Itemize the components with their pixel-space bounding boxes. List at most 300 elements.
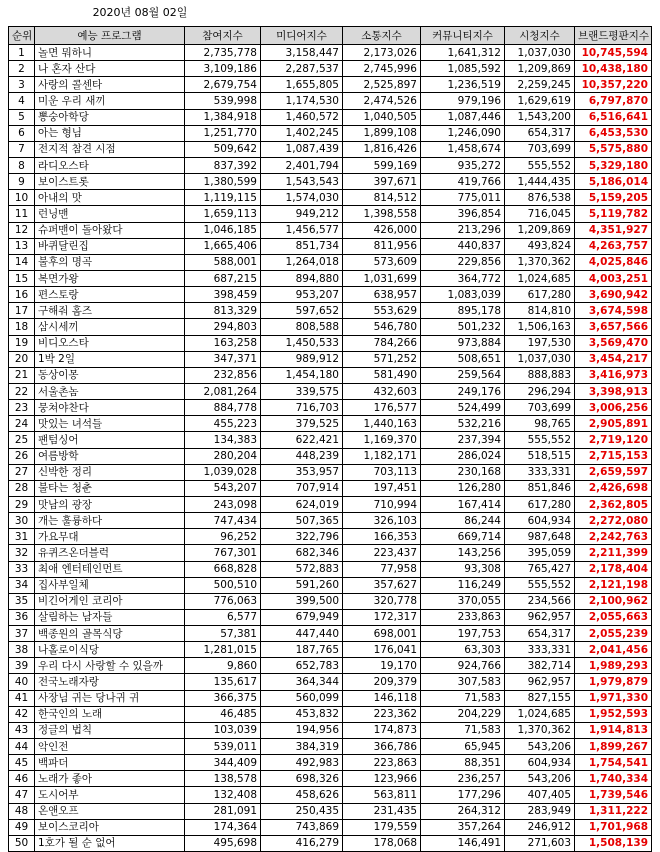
media-cell: 1,454,180 [261, 367, 343, 383]
rank-cell: 15 [9, 270, 35, 286]
program-name-cell: 놀면 뭐하니 [35, 45, 185, 61]
brand-index-cell: 2,362,805 [575, 496, 652, 512]
table-row [9, 93, 652, 109]
rank-cell: 30 [9, 513, 35, 529]
participation-cell: 1,665,406 [185, 238, 261, 254]
program-name-cell: 미운 우리 새끼 [35, 93, 185, 109]
table-row [9, 174, 652, 190]
rank-cell: 14 [9, 254, 35, 270]
table-row [9, 222, 652, 238]
table-row [9, 238, 652, 254]
participation-cell: 6,577 [185, 609, 261, 625]
rank-cell: 3 [9, 77, 35, 93]
program-name-cell: 편스토랑 [35, 287, 185, 303]
table-row [9, 270, 652, 286]
table-row [9, 642, 652, 658]
viewership-cell: 1,037,030 [505, 351, 575, 367]
viewership-cell: 2,259,245 [505, 77, 575, 93]
participation-cell: 1,039,028 [185, 464, 261, 480]
media-cell: 187,765 [261, 642, 343, 658]
communication-cell: 1,440,163 [343, 416, 421, 432]
participation-cell: 366,375 [185, 690, 261, 706]
table-row [9, 335, 652, 351]
rank-cell: 37 [9, 626, 35, 642]
brand-index-cell: 3,416,973 [575, 367, 652, 383]
community-cell: 1,236,519 [421, 77, 505, 93]
participation-cell: 57,381 [185, 626, 261, 642]
program-name-cell: 신박한 정리 [35, 464, 185, 480]
program-name-cell: 구해줘 홈즈 [35, 303, 185, 319]
viewership-cell: 395,059 [505, 545, 575, 561]
program-name-cell: 슈퍼맨이 돌아왔다 [35, 222, 185, 238]
media-cell: 1,543,543 [261, 174, 343, 190]
brand-index-cell: 3,657,566 [575, 319, 652, 335]
program-name-cell: 유퀴즈온더블럭 [35, 545, 185, 561]
participation-cell: 280,204 [185, 448, 261, 464]
communication-cell: 710,994 [343, 496, 421, 512]
community-cell: 197,753 [421, 626, 505, 642]
program-name-cell: 한국인의 노래 [35, 706, 185, 722]
program-name-cell: 살림하는 남자들 [35, 609, 185, 625]
viewership-cell: 962,957 [505, 674, 575, 690]
viewership-cell: 543,206 [505, 739, 575, 755]
brand-index-cell: 2,659,597 [575, 464, 652, 480]
communication-cell: 1,398,558 [343, 206, 421, 222]
table-row [9, 626, 652, 642]
program-name-cell: 나 혼자 산다 [35, 61, 185, 77]
brand-reputation-table [8, 26, 652, 852]
viewership-cell: 296,294 [505, 383, 575, 399]
communication-cell: 1,182,171 [343, 448, 421, 464]
communication-cell: 326,103 [343, 513, 421, 529]
program-name-cell: 아는 형님 [35, 125, 185, 141]
brand-index-cell: 1,899,267 [575, 739, 652, 755]
media-cell: 364,344 [261, 674, 343, 690]
header-brand-index: 브랜드평판지수 [575, 27, 652, 45]
rank-cell: 49 [9, 819, 35, 835]
participation-cell: 135,617 [185, 674, 261, 690]
viewership-cell: 1,506,163 [505, 319, 575, 335]
community-cell: 249,176 [421, 383, 505, 399]
header-media: 미디어지수 [261, 27, 343, 45]
community-cell: 143,256 [421, 545, 505, 561]
media-cell: 1,402,245 [261, 125, 343, 141]
brand-index-cell: 4,263,757 [575, 238, 652, 254]
rank-cell: 12 [9, 222, 35, 238]
viewership-cell: 604,934 [505, 755, 575, 771]
media-cell: 384,319 [261, 739, 343, 755]
media-cell: 949,212 [261, 206, 343, 222]
communication-cell: 1,899,108 [343, 125, 421, 141]
rank-cell: 20 [9, 351, 35, 367]
viewership-cell: 234,566 [505, 593, 575, 609]
participation-cell: 1,046,185 [185, 222, 261, 238]
community-cell: 307,583 [421, 674, 505, 690]
brand-index-cell: 1,952,593 [575, 706, 652, 722]
program-name-cell: 불타는 청춘 [35, 480, 185, 496]
participation-cell: 134,383 [185, 432, 261, 448]
media-cell: 458,626 [261, 787, 343, 803]
media-cell: 322,796 [261, 529, 343, 545]
table-row [9, 157, 652, 173]
rank-cell: 11 [9, 206, 35, 222]
media-cell: 591,260 [261, 577, 343, 593]
viewership-cell: 555,552 [505, 157, 575, 173]
program-name-cell: 1박 2일 [35, 351, 185, 367]
brand-index-cell: 1,701,968 [575, 819, 652, 835]
table-row [9, 367, 652, 383]
communication-cell: 2,474,526 [343, 93, 421, 109]
viewership-cell: 1,629,619 [505, 93, 575, 109]
viewership-cell: 654,317 [505, 125, 575, 141]
brand-index-cell: 5,159,205 [575, 190, 652, 206]
participation-cell: 884,778 [185, 400, 261, 416]
table-row [9, 61, 652, 77]
table-row [9, 383, 652, 399]
date-label: 2020년 08월 02일 [92, 6, 188, 19]
rank-cell: 27 [9, 464, 35, 480]
community-cell: 924,766 [421, 658, 505, 674]
program-name-cell: 런닝맨 [35, 206, 185, 222]
rank-cell: 31 [9, 529, 35, 545]
media-cell: 379,525 [261, 416, 343, 432]
brand-index-cell: 5,186,014 [575, 174, 652, 190]
communication-cell: 146,118 [343, 690, 421, 706]
communication-cell: 1,169,370 [343, 432, 421, 448]
participation-cell: 668,828 [185, 561, 261, 577]
table-row [9, 109, 652, 125]
participation-cell: 1,119,115 [185, 190, 261, 206]
program-name-cell: 라디오스타 [35, 157, 185, 173]
communication-cell: 784,266 [343, 335, 421, 351]
brand-index-cell: 2,242,763 [575, 529, 652, 545]
community-cell: 895,178 [421, 303, 505, 319]
media-cell: 507,365 [261, 513, 343, 529]
brand-index-cell: 3,569,470 [575, 335, 652, 351]
program-name-cell: 집사부일체 [35, 577, 185, 593]
brand-index-cell: 6,516,641 [575, 109, 652, 125]
communication-cell: 223,362 [343, 706, 421, 722]
table-row [9, 803, 652, 819]
viewership-cell: 876,538 [505, 190, 575, 206]
table-row [9, 351, 652, 367]
viewership-cell: 333,331 [505, 464, 575, 480]
viewership-cell: 382,714 [505, 658, 575, 674]
header-rank: 순위 [9, 27, 35, 45]
brand-index-cell: 3,454,217 [575, 351, 652, 367]
viewership-cell: 1,444,435 [505, 174, 575, 190]
media-cell: 1,174,530 [261, 93, 343, 109]
communication-cell: 178,068 [343, 835, 421, 851]
table-row [9, 577, 652, 593]
program-name-cell: 백종원의 골목식당 [35, 626, 185, 642]
participation-cell: 2,735,778 [185, 45, 261, 61]
rank-cell: 24 [9, 416, 35, 432]
communication-cell: 179,559 [343, 819, 421, 835]
participation-cell: 813,329 [185, 303, 261, 319]
viewership-cell: 555,552 [505, 577, 575, 593]
participation-cell: 455,223 [185, 416, 261, 432]
table-row [9, 464, 652, 480]
brand-index-cell: 10,745,594 [575, 45, 652, 61]
communication-cell: 397,671 [343, 174, 421, 190]
program-name-cell: 보이스트롯 [35, 174, 185, 190]
header-participation: 참여지수 [185, 27, 261, 45]
participation-cell: 776,063 [185, 593, 261, 609]
program-name-cell: 보이스코리아 [35, 819, 185, 835]
brand-index-cell: 6,453,530 [575, 125, 652, 141]
program-name-cell: 팬텀싱어 [35, 432, 185, 448]
viewership-cell: 333,331 [505, 642, 575, 658]
program-name-cell: 뭉쳐야찬다 [35, 400, 185, 416]
community-cell: 236,257 [421, 771, 505, 787]
viewership-cell: 1,209,869 [505, 61, 575, 77]
program-name-cell: 가요무대 [35, 529, 185, 545]
table-row [9, 206, 652, 222]
viewership-cell: 555,552 [505, 432, 575, 448]
media-cell: 399,500 [261, 593, 343, 609]
communication-cell: 174,873 [343, 722, 421, 738]
community-cell: 935,272 [421, 157, 505, 173]
community-cell: 440,837 [421, 238, 505, 254]
media-cell: 1,460,572 [261, 109, 343, 125]
communication-cell: 814,512 [343, 190, 421, 206]
rank-cell: 44 [9, 739, 35, 755]
communication-cell: 223,863 [343, 755, 421, 771]
media-cell: 353,957 [261, 464, 343, 480]
participation-cell: 281,091 [185, 803, 261, 819]
program-name-cell: 동상이몽 [35, 367, 185, 383]
program-name-cell: 삼시세끼 [35, 319, 185, 335]
community-cell: 71,583 [421, 722, 505, 738]
brand-index-cell: 3,006,256 [575, 400, 652, 416]
media-cell: 250,435 [261, 803, 343, 819]
community-cell: 259,564 [421, 367, 505, 383]
participation-cell: 2,679,754 [185, 77, 261, 93]
media-cell: 652,783 [261, 658, 343, 674]
participation-cell: 3,109,186 [185, 61, 261, 77]
rank-cell: 22 [9, 383, 35, 399]
community-cell: 233,863 [421, 609, 505, 625]
community-cell: 364,772 [421, 270, 505, 286]
program-name-cell: 사장님 귀는 당나귀 귀 [35, 690, 185, 706]
table-row [9, 496, 652, 512]
program-name-cell: 백파더 [35, 755, 185, 771]
program-name-cell: 우리 다시 사랑할 수 있을까 [35, 658, 185, 674]
community-cell: 1,246,090 [421, 125, 505, 141]
program-name-cell: 비긴어게인 코리아 [35, 593, 185, 609]
rank-cell: 21 [9, 367, 35, 383]
table-row [9, 416, 652, 432]
media-cell: 682,346 [261, 545, 343, 561]
brand-index-cell: 1,979,879 [575, 674, 652, 690]
community-cell: 63,303 [421, 642, 505, 658]
media-cell: 953,207 [261, 287, 343, 303]
participation-cell: 344,409 [185, 755, 261, 771]
community-cell: 71,583 [421, 690, 505, 706]
media-cell: 1,087,439 [261, 141, 343, 157]
communication-cell: 176,041 [343, 642, 421, 658]
rank-cell: 7 [9, 141, 35, 157]
community-cell: 973,884 [421, 335, 505, 351]
program-name-cell: 나홀로이식당 [35, 642, 185, 658]
community-cell: 93,308 [421, 561, 505, 577]
program-name-cell: 맛남의 광장 [35, 496, 185, 512]
rank-cell: 23 [9, 400, 35, 416]
participation-cell: 1,251,770 [185, 125, 261, 141]
table-row [9, 739, 652, 755]
brand-index-cell: 1,971,330 [575, 690, 652, 706]
community-cell: 979,196 [421, 93, 505, 109]
participation-cell: 96,252 [185, 529, 261, 545]
viewership-cell: 271,603 [505, 835, 575, 851]
brand-index-cell: 3,690,942 [575, 287, 652, 303]
program-name-cell: 악인전 [35, 739, 185, 755]
media-cell: 1,456,577 [261, 222, 343, 238]
brand-index-cell: 2,272,080 [575, 513, 652, 529]
rank-cell: 16 [9, 287, 35, 303]
brand-index-cell: 1,754,541 [575, 755, 652, 771]
rank-cell: 36 [9, 609, 35, 625]
media-cell: 1,264,018 [261, 254, 343, 270]
communication-cell: 2,745,996 [343, 61, 421, 77]
communication-cell: 77,958 [343, 561, 421, 577]
communication-cell: 581,490 [343, 367, 421, 383]
participation-cell: 138,578 [185, 771, 261, 787]
communication-cell: 357,627 [343, 577, 421, 593]
communication-cell: 197,451 [343, 480, 421, 496]
communication-cell: 2,173,026 [343, 45, 421, 61]
table-row [9, 658, 652, 674]
rank-cell: 33 [9, 561, 35, 577]
communication-cell: 123,966 [343, 771, 421, 787]
program-name-cell: 1호가 될 순 없어 [35, 835, 185, 851]
community-cell: 237,394 [421, 432, 505, 448]
viewership-cell: 765,427 [505, 561, 575, 577]
table-row [9, 819, 652, 835]
media-cell: 2,287,537 [261, 61, 343, 77]
viewership-cell: 1,543,200 [505, 109, 575, 125]
viewership-cell: 197,530 [505, 335, 575, 351]
communication-cell: 563,811 [343, 787, 421, 803]
rank-cell: 25 [9, 432, 35, 448]
viewership-cell: 703,699 [505, 400, 575, 416]
communication-cell: 432,603 [343, 383, 421, 399]
community-cell: 167,414 [421, 496, 505, 512]
viewership-cell: 1,209,869 [505, 222, 575, 238]
participation-cell: 103,039 [185, 722, 261, 738]
table-row [9, 545, 652, 561]
rank-cell: 41 [9, 690, 35, 706]
community-cell: 177,296 [421, 787, 505, 803]
media-cell: 416,279 [261, 835, 343, 851]
media-cell: 2,401,794 [261, 157, 343, 173]
rank-cell: 28 [9, 480, 35, 496]
community-cell: 65,945 [421, 739, 505, 755]
table-row [9, 771, 652, 787]
viewership-cell: 987,648 [505, 529, 575, 545]
brand-index-cell: 10,357,220 [575, 77, 652, 93]
viewership-cell: 962,957 [505, 609, 575, 625]
brand-index-cell: 3,674,598 [575, 303, 652, 319]
community-cell: 213,296 [421, 222, 505, 238]
media-cell: 679,949 [261, 609, 343, 625]
community-cell: 146,491 [421, 835, 505, 851]
table-row [9, 77, 652, 93]
program-name-cell: 여름방학 [35, 448, 185, 464]
media-cell: 1,574,030 [261, 190, 343, 206]
brand-index-cell: 4,003,251 [575, 270, 652, 286]
community-cell: 116,249 [421, 577, 505, 593]
program-name-cell: 최애 엔터테인먼트 [35, 561, 185, 577]
program-name-cell: 복면가왕 [35, 270, 185, 286]
rank-cell: 46 [9, 771, 35, 787]
table-row [9, 303, 652, 319]
communication-cell: 553,629 [343, 303, 421, 319]
community-cell: 286,024 [421, 448, 505, 464]
rank-cell: 42 [9, 706, 35, 722]
viewership-cell: 654,317 [505, 626, 575, 642]
participation-cell: 509,642 [185, 141, 261, 157]
table-row [9, 45, 652, 61]
program-name-cell: 바퀴달린집 [35, 238, 185, 254]
brand-index-cell: 2,905,891 [575, 416, 652, 432]
community-cell: 1,641,312 [421, 45, 505, 61]
media-cell: 453,832 [261, 706, 343, 722]
media-cell: 1,655,805 [261, 77, 343, 93]
communication-cell: 573,609 [343, 254, 421, 270]
rank-cell: 17 [9, 303, 35, 319]
participation-cell: 767,301 [185, 545, 261, 561]
table-row [9, 690, 652, 706]
viewership-cell: 518,515 [505, 448, 575, 464]
viewership-cell: 703,699 [505, 141, 575, 157]
rank-cell: 26 [9, 448, 35, 464]
table-row [9, 254, 652, 270]
community-cell: 126,280 [421, 480, 505, 496]
table-row [9, 706, 652, 722]
participation-cell: 347,371 [185, 351, 261, 367]
communication-cell: 1,040,505 [343, 109, 421, 125]
rank-cell: 8 [9, 157, 35, 173]
program-name-cell: 불후의 명곡 [35, 254, 185, 270]
rank-cell: 45 [9, 755, 35, 771]
table-row [9, 835, 652, 851]
participation-cell: 1,380,599 [185, 174, 261, 190]
brand-index-cell: 2,211,399 [575, 545, 652, 561]
table-row [9, 561, 652, 577]
brand-index-cell: 2,715,153 [575, 448, 652, 464]
media-cell: 808,588 [261, 319, 343, 335]
viewership-cell: 1,370,362 [505, 722, 575, 738]
program-name-cell: 정글의 법칙 [35, 722, 185, 738]
program-name-cell: 뽕숭아학당 [35, 109, 185, 125]
media-cell: 707,914 [261, 480, 343, 496]
viewership-cell: 283,949 [505, 803, 575, 819]
participation-cell: 543,207 [185, 480, 261, 496]
communication-cell: 166,353 [343, 529, 421, 545]
media-cell: 851,734 [261, 238, 343, 254]
communication-cell: 426,000 [343, 222, 421, 238]
community-cell: 1,083,039 [421, 287, 505, 303]
viewership-cell: 1,037,030 [505, 45, 575, 61]
table-row [9, 513, 652, 529]
participation-cell: 747,434 [185, 513, 261, 529]
program-name-cell: 비디오스타 [35, 335, 185, 351]
rank-cell: 43 [9, 722, 35, 738]
brand-index-cell: 2,121,198 [575, 577, 652, 593]
program-name-cell: 개는 훌륭하다 [35, 513, 185, 529]
